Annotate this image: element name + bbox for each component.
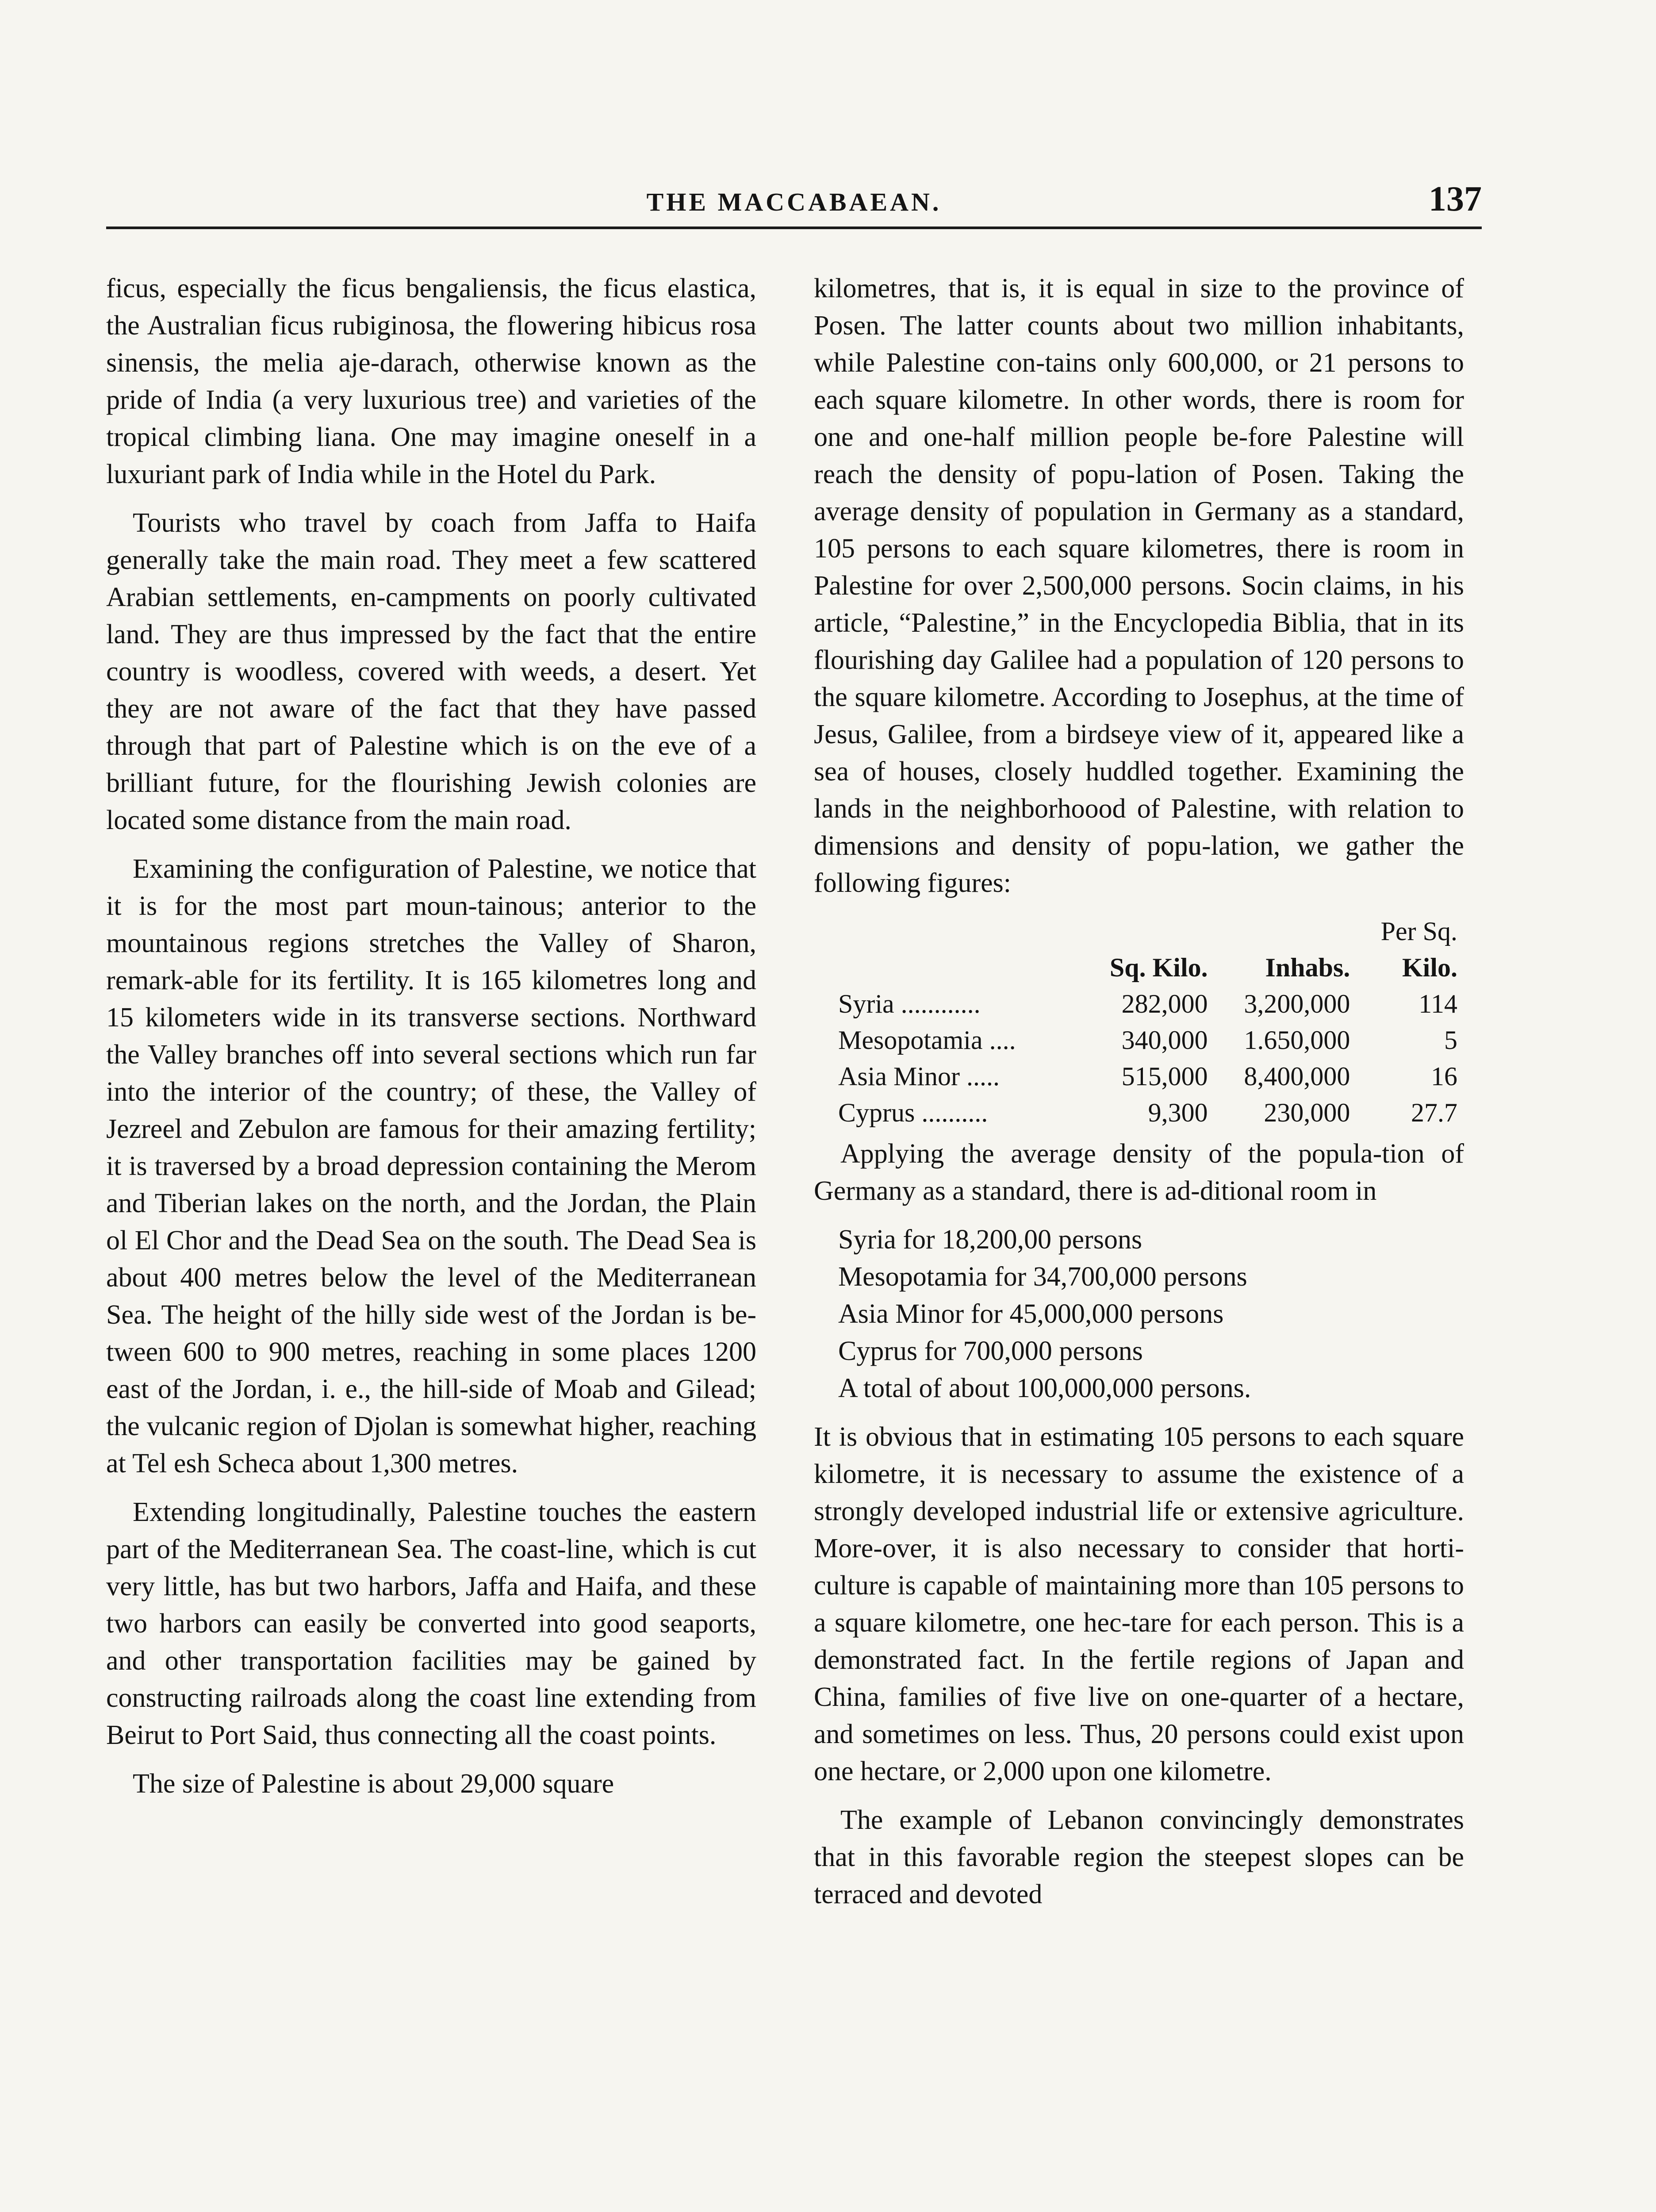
column-header: Inhabs.	[1265, 953, 1350, 982]
paragraph: kilometres, that is, it is equal in size to the province of Posen. The latter counts about two million inhabitants, while Palestine con-tains only 600,000, or 21 persons to each square kilometre. In other words, there is room for one and one-half million people be-fore Palestine will reach the density of popu-lation of Posen. Taking the average density of population in Germany as a standard, 105 persons to each square kilometres, there is room in Palestine for over 2,500,000 persons. Socin claims, in his article, “Palestine,” in the Encyclopedia Biblia, that in its flourishing day Galilee had a population of 120 persons to the square kilometre. According to Josephus, at the time of Jesus, Galilee, from a birdseye view of it, appeared like a sea of houses, closely huddled together. Examining the lands in the neighborhoood of Palestine, with relation to dimensions and density of popu-lation, we gather the following figures:	[814, 273, 1464, 898]
density-cell: 27.7	[1411, 1098, 1457, 1127]
table-row	[838, 1058, 1464, 1094]
page-header	[106, 179, 1482, 223]
table-row	[838, 1094, 1464, 1131]
paragraph: Tourists who travel by coach from Jaffa to Haifa generally take the main road. They meet a few scattered Arabian settlements, en-campments on poorly cultivated land. They are thus impressed by the fact that the entire country is woodless, covered with weeds, a desert. Yet they are not aware of the fact that they have passed through that part of Palestine which is on the eve of a brilliant future, for the flourishing Jewish colonies are located some distance from the main road.	[106, 508, 756, 835]
area-cell: 282,000	[1121, 989, 1208, 1018]
dot-leader: ....	[982, 1025, 1016, 1055]
paragraph: Examining the configuration of Palestine, we notice that it is for the most part moun-tainous; anterior to the mountainous regions stretches the Valley of Sharon, remark-able for its fertility. It is 165 kilometres long and 15 kilometers wide in its transverse sections. Northward the Valley branches off into several sections which run far into the interior of the country; of these, the Valley of Jezreel and Zebulon are famous for their amazing fertility; it is traversed by a broad depression containing the Merom and Tiberian lakes on the north, and the Jordan, the Plain ol El Chor and the Dead Sea on the south. The Dead Sea is about 400 metres below the level of the Mediterranean Sea. The height of the hilly side west of the Jordan is be-tween 600 to 900 metres, reaching in some places 1200 east of the Jordan, i. e., the hill-side of Moab and Gilead; the vulcanic region of Djolan is somewhat higher, reaching at Tel esh Scheca about 1,300 metres.	[106, 854, 756, 1479]
region-name	[838, 1058, 1076, 1094]
density-cell: 114	[1418, 989, 1457, 1018]
region-name	[838, 986, 1076, 1022]
running-title: THE MACCABAEAN.	[646, 188, 942, 216]
region-label: Syria	[838, 989, 894, 1018]
inhabitants-cell: 230,000	[1264, 1098, 1350, 1127]
list-item: Syria for 18,200,00 persons	[838, 1225, 1142, 1255]
page-number: 137	[1429, 180, 1482, 219]
paragraph: The example of Lebanon convincingly demonstrates that in this favorable region the steepest slopes can be terraced and devoted	[814, 1805, 1464, 1909]
paragraph: The size of Palestine is about 29,000 square	[133, 1769, 614, 1799]
region-label: Mesopotamia	[838, 1025, 983, 1055]
density-cell: 16	[1431, 1062, 1457, 1091]
area-cell: 340,000	[1121, 1025, 1208, 1055]
density-cell: 5	[1444, 1025, 1457, 1055]
region-label: Cyprus	[838, 1098, 915, 1127]
area-cell: 9,300	[1148, 1098, 1208, 1127]
list-item: A total of about 100,000,000 persons.	[838, 1373, 1251, 1403]
left-column	[106, 270, 756, 2212]
population-table	[838, 913, 1464, 1131]
table-row	[838, 986, 1464, 1022]
dot-leader: .....	[959, 1062, 1000, 1091]
dot-leader: ............	[894, 989, 981, 1018]
region-name	[838, 1094, 1076, 1131]
paragraph: Extending longitudinally, Palestine touches the eastern part of the Mediterranean Sea. The coast-line, which is cut very little, has but two harbors, Jaffa and Haifa, and these two harbors can easily be converted into good seaports, and other transportation facilities may be gained by constructing railroads along the coast line extending from Beirut to Port Said, thus connecting all the coast points.	[106, 1497, 756, 1750]
area-cell: 515,000	[1121, 1062, 1208, 1091]
paragraph: Applying the average density of the popula-tion of Germany as a standard, there is ad-ditional room in	[814, 1139, 1464, 1206]
room-list	[838, 1221, 1464, 1407]
inhabitants-cell: 1.650,000	[1244, 1025, 1350, 1055]
list-item: Asia Minor for 45,000,000 persons	[838, 1299, 1224, 1329]
column-header: Sq. Kilo.	[1109, 953, 1208, 982]
table-header-row-1	[838, 913, 1464, 949]
list-item: Mesopotamia for 34,700,000 persons	[838, 1262, 1247, 1292]
dot-leader: ..........	[915, 1098, 988, 1127]
column-header: Kilo.	[1402, 953, 1457, 982]
region-name	[838, 1022, 1076, 1058]
header-rule	[106, 227, 1482, 229]
paragraph: ficus, especially the ficus bengaliensis, the ficus elastica, the Australian ficus rubiginosa, the flowering hibicus rosa sinensis, the melia aje-darach, otherwise known as the pride of India (a very luxurious tree) and varieties of the tropical climbing liana. One may imagine oneself in a luxuriant park of India while in the Hotel du Park.	[106, 273, 756, 489]
table-row	[838, 1022, 1464, 1058]
paragraph: It is obvious that in estimating 105 persons to each square kilometre, it is necessary to assume the existence of a strongly developed industrial life or extensive agriculture. More-over, it is also necessary to consider that horti-culture is capable of maintaining more than 105 persons to a square kilometre, one hec-tare for each person. This is a demonstrated fact. In the fertile regions of Japan and China, families of five live on one-quarter of a hectare, and sometimes on less. Thus, 20 persons could exist upon one hectare, or 2,000 upon one kilometre.	[814, 1422, 1464, 1786]
region-label: Asia Minor	[838, 1062, 960, 1091]
table-header-row-2	[838, 949, 1464, 986]
list-item: Cyprus for 700,000 persons	[838, 1336, 1143, 1366]
inhabitants-cell: 8,400,000	[1244, 1062, 1350, 1091]
inhabitants-cell: 3,200,000	[1244, 989, 1350, 1018]
per-sq-header: Per Sq.	[1380, 917, 1457, 946]
right-column	[814, 270, 1464, 2212]
